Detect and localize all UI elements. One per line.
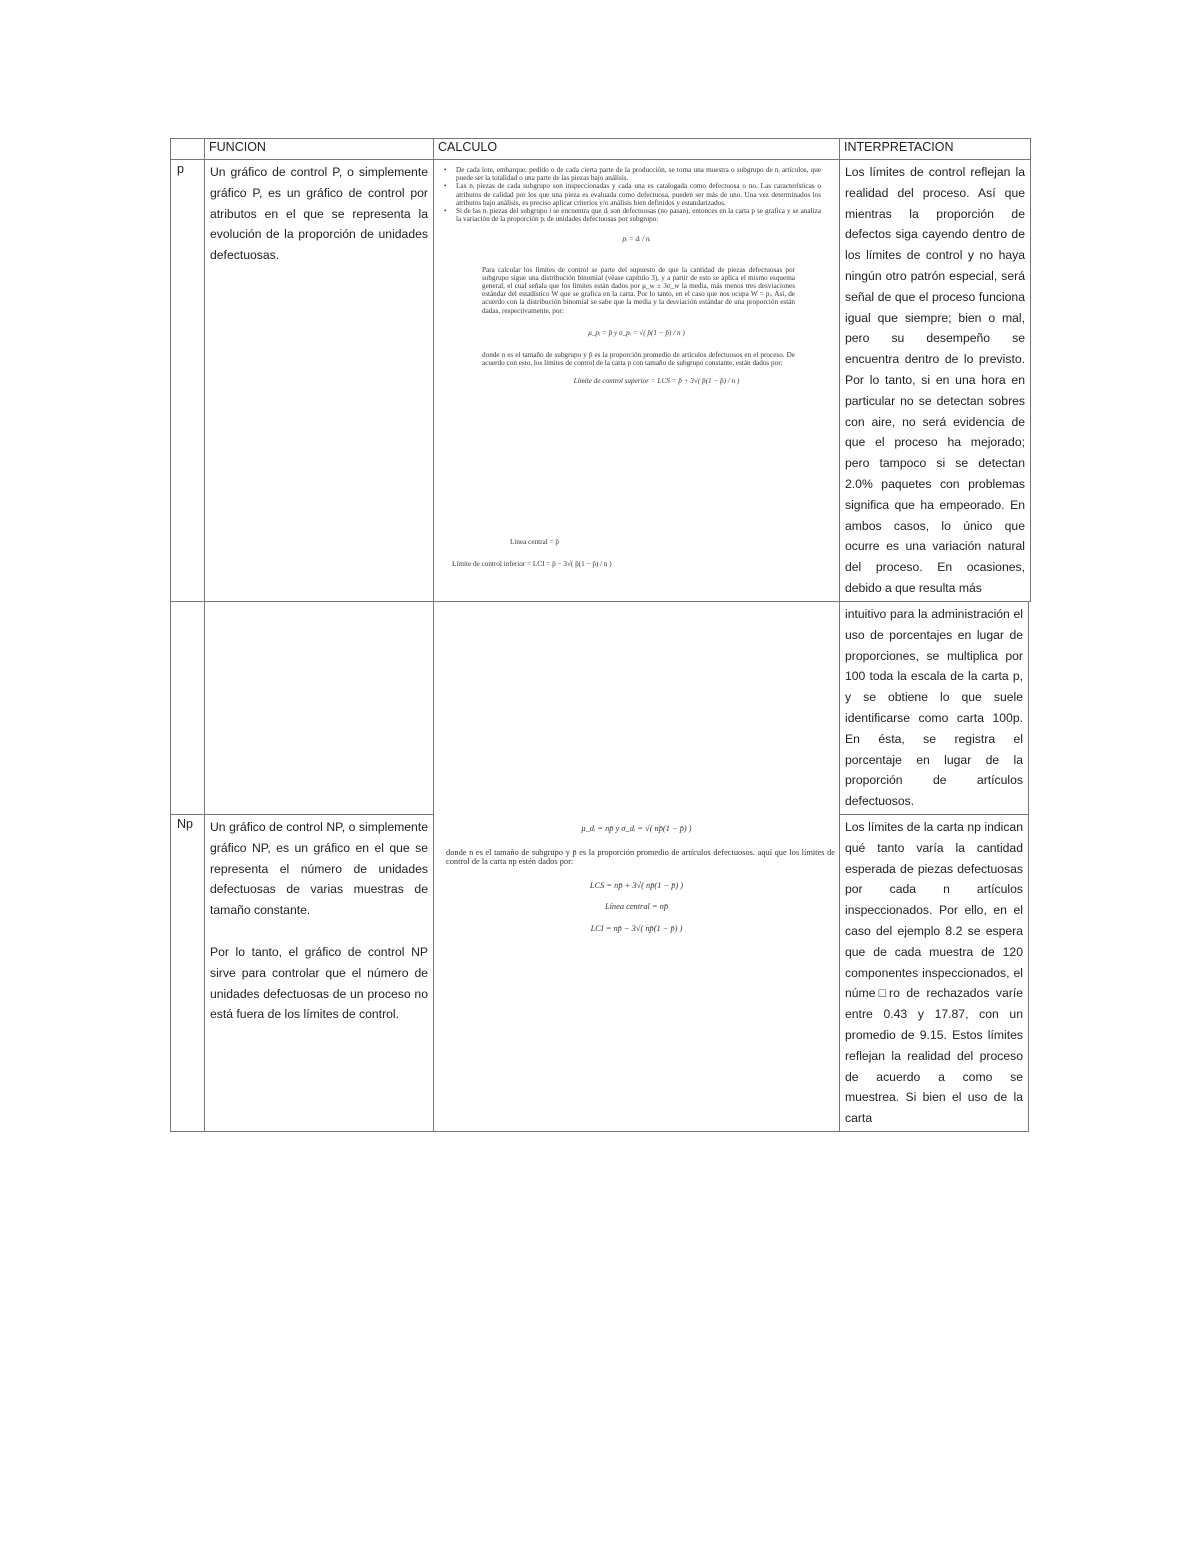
formula-central-p: Línea central = p̄ — [510, 538, 559, 546]
funcion-np — [205, 814, 434, 1131]
row-label-np: Np — [171, 814, 205, 1131]
row-continuation — [171, 602, 1029, 815]
calculo-p-bullet: • De cada lote, embarque, pedido o de cada cierta parte de la producción, se toma una muestra o subgrupo de nᵢ artículos, que puede ser la totalidad o una parte de las piezas bajo análisis. — [456, 166, 821, 182]
row-p — [171, 160, 1031, 602]
control-charts-table-top — [170, 138, 1031, 602]
continuation-label-empty — [171, 602, 205, 815]
continuation-calculo-empty — [434, 602, 840, 815]
header-interpretacion: INTERPRETACION — [840, 139, 1031, 160]
formula-lcs-np: LCS = np̄ + 3√( np̄(1 − p̄) ) — [589, 880, 684, 890]
formula-central-np: Línea central = np̄ — [604, 902, 669, 912]
formula-lci-p: Límite de control inferior = LCI = p̄ − 3√( p̄(1 − p̄) / n ) — [452, 560, 612, 568]
calculo-p-bullet: • Las nᵢ piezas de cada subgrupo son inspeccionadas y cada una es catalogada como defectuosa o no. Las características o atributos de calidad por los que una pieza es evaluada como defectuosa, pueden ser más de uno. Una vez determinados los atributos bajo análisis, es preciso aplicar criterios y/o análisis bien definidos y estandarizados. — [456, 182, 821, 207]
header-empty — [171, 139, 205, 160]
calculo-p — [434, 160, 840, 602]
formula-pi: pᵢ = dᵢ / nᵢ — [622, 235, 651, 244]
funcion-np-text-2: Por lo tanto, el gráfico de control NP sirve para controlar que el número de unidades defectuosas de un proceso no está fuera de los límites de control. — [210, 944, 428, 1022]
interpretacion-p — [840, 160, 1031, 602]
formula-mu-sigma-np: μ_dᵢ = np̄ y σ_dᵢ = √( np̄(1 − p̄) ) — [581, 824, 692, 834]
row-np — [171, 814, 1029, 1131]
formula-mu-sigma-p: μ_pᵢ = p̄ y σ_pᵢ = √( p̄(1 − p̄) / n ) — [588, 328, 685, 337]
header-calculo: CALCULO — [434, 139, 840, 160]
formula-lci-np: LCI = np̄ − 3√( np̄(1 − p̄) ) — [590, 923, 683, 933]
calculo-np-paragraph: donde n es el tamaño de subgrupo y p̄ es la proporción promedio de artículos defectuosos. aquí que los límites de control de la carta np estén dados por: — [446, 847, 835, 867]
interpretacion-np-text: Los límites de la carta np indican qué tanto varía la cantidad esperada de piezas defectuosas por cada n artículos inspeccionados. Por ello, en el caso del ejemplo 8.2 se espera que de cada muestra de 120 componentes inspeccionados, el núme□ro de rechazados varíe entre 0.43 y 17.87, con un promedio de 9.15. Estos límites reflejan la realidad del proceso de acuerdo a como se muestrea. Si bien el uso de la carta — [845, 819, 1023, 1126]
funcion-p — [205, 160, 434, 602]
interpretacion-p-continued — [840, 602, 1029, 815]
formula-lcs-p: Límite de control superior = LCS = p̄ + 3√( p̄(1 − p̄) / n ) — [573, 377, 740, 386]
funcion-np-text-1: Un gráfico de control NP, o simplemente gráfico NP, es un gráfico en el que se representa el número de unidades defectuosas de varias muestras de tamaño constante. — [210, 819, 428, 918]
calculo-p-bullets — [434, 166, 839, 223]
calculo-np — [434, 814, 840, 1131]
header-funcion: FUNCION — [205, 139, 434, 160]
continuation-funcion-empty — [205, 602, 434, 815]
funcion-p-text: Un gráfico de control P, o simplemente gráfico P, es un gráfico de control por atributos en el que se representa la evolución de la proporción de unidades defectuosas. — [210, 165, 428, 263]
control-charts-table-bottom — [170, 601, 1029, 1132]
interpretacion-p-continued-text: intuitivo para la administración el uso de porcentajes en lugar de proporciones, se multiplica por 100 toda la escala de la carta p, y se obtiene lo que suele identificarse como carta 100p. En ésta, se registra el porcentaje en lugar de la proporción de artículos defectuosos. — [845, 607, 1023, 809]
calculo-p-bullet: • Si de las nᵢ piezas del subgrupo i se encuentra que dᵢ son defectuosas (no pasan), entonces en la carta p se grafica y se analiza la variación de la proporción pᵢ de unidades defectuosas por subgrupo: — [456, 207, 821, 223]
header-row — [171, 139, 1031, 160]
paragraph-gap — [210, 921, 428, 942]
calculo-p-paragraph-1: Para calcular los límites de control se parte del supuesto de que la cantidad de piezas defectuosas por subgrupo sigue una distribución binomial (véase capítulo 3), y a partir de esto se aplica el mismo esquema general, el cual señala que los límites están dados por μ_w ± 3σ_w la media, más menos tres desviaciones estándar del estadístico W que se grafica en la carta. Por lo tanto, en el caso que nos ocupa W = pᵢ. Así, de acuerdo con la distribución binomial se sabe que la media y la desviación estándar de una proporción están dadas, respectivamente, por: — [482, 265, 795, 315]
interpretacion-p-text: Los límites de control reflejan la realidad del proceso. Así que mientras la proporción de defectos siga cayendo dentro de los límites de control y no haya ningún otro patrón especial, será señal de que el proceso funciona igual que siempre; bien o mal, pero su desempeño se encuentra dentro de lo previsto. Por lo tanto, si en una hora en particular no se detectan sobres con aire, no será evidencia de que el proceso ha mejorado; pero tampoco si se detectan 2.0% paquetes con problemas significa que ha empeorado. En ambos casos, lo único que ocurre es una variación natural del proceso. En ocasiones, debido a que resulta más — [845, 165, 1025, 595]
interpretacion-np — [840, 814, 1029, 1131]
row-label-p: p — [171, 160, 205, 602]
calculo-p-paragraph-2: donde n es el tamaño de subgrupo y p̄ es la proporción promedio de artículos defectuosos en el proceso. De acuerdo con esto, los límites de control de la carta p con tamaño de subgrupo constante, están dados por: — [482, 351, 795, 368]
